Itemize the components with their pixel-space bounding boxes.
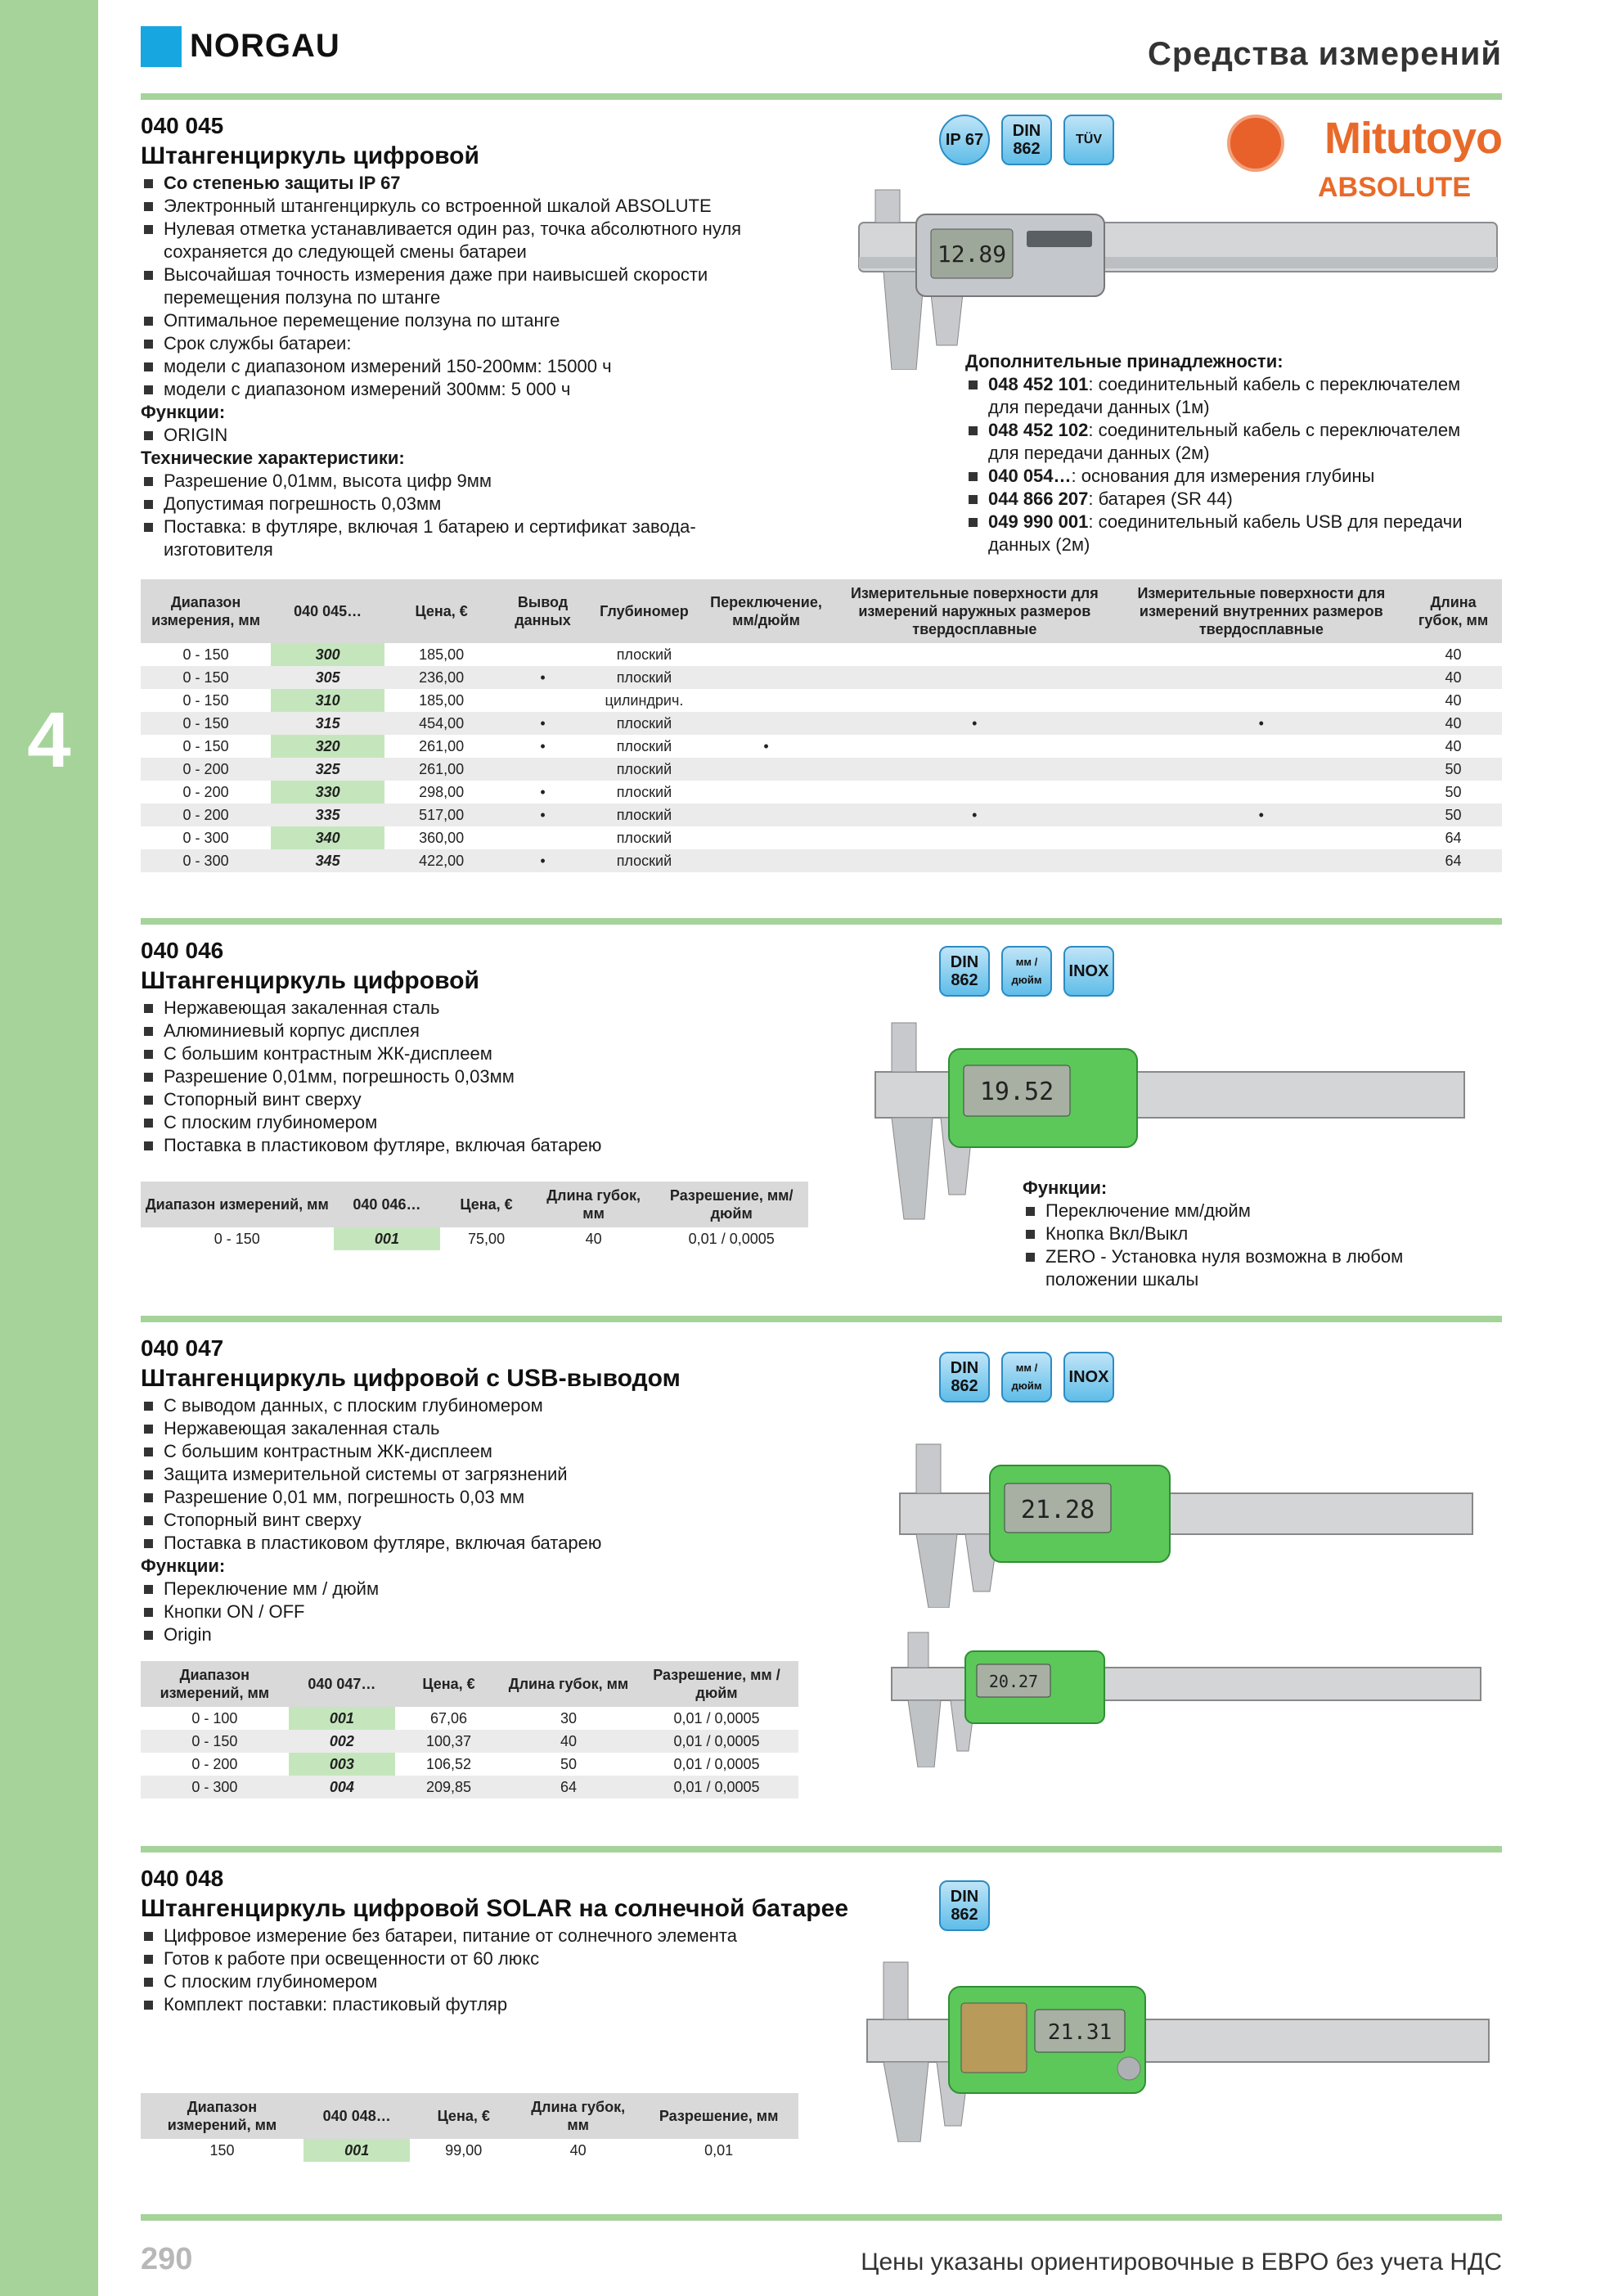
table-cell: 0,01 / 0,0005 [688,1231,775,1247]
table-cell: 0 - 150 [214,1231,260,1247]
inox-badge-icon: INOX [1063,1352,1114,1402]
table-cell [498,643,587,666]
accessory-item [965,419,1489,465]
inox-badge-icon: INOX [1063,946,1114,997]
table-cell: плоский [616,784,672,800]
table-cell [831,735,1118,758]
feature-item: Нержавеющая закаленная сталь [141,1417,795,1440]
feature-item: С плоским глубиномером [141,1111,795,1134]
footer-note: Цены указаны ориентировочные в ЕВРО без учета НДС [861,2249,1502,2276]
table-cell: плоский [616,830,672,846]
table-row [141,1227,808,1250]
table-cell [701,804,831,826]
cert-badges [939,1880,990,1931]
col-header: 040 048… [303,2093,410,2139]
col-header: Длина губок, мм [517,2093,639,2139]
table-row [141,781,1502,804]
feature-item: Разрешение 0,01мм, погрешность 0,03мм [141,1065,795,1088]
table-cell [1118,689,1405,712]
table-cell: 0,01 / 0,0005 [673,1756,760,1772]
table-cell: 40 [1445,738,1462,754]
function-item: ZERO - Установка нуля возможна в любом положении шкалы [1023,1245,1481,1291]
accessory-item [965,465,1489,488]
accessory-text: : соединительный кабель с переключателем для передачи данных (2м) [988,420,1461,463]
table-cell: 0,01 / 0,0005 [635,1776,798,1799]
caliper-image-mitutoyo [834,182,1505,370]
feature-item: Комплект поставки: пластиковый футляр [141,1993,795,2016]
article-suffix-cell: 335 [271,804,384,826]
display-readout: 21.28 [1020,1496,1095,1524]
col-header: Разрешение, мм [639,2093,798,2139]
col-header: Цена, € [410,2093,517,2139]
section-title: Средства измерений [1147,36,1502,72]
table-cell [498,826,587,849]
caliper-image-usb-2 [883,1628,1489,1767]
table-cell: 100,37 [395,1730,502,1753]
function-item: ORIGIN [141,424,1502,447]
feature-item: модели с диапазоном измерений 150-200мм: 15000 ч [141,355,779,378]
table-cell: цилиндрич. [605,692,684,709]
table-cell [701,712,831,735]
table-cell: 0,01 / 0,0005 [635,1730,798,1753]
col-header: Цена, € [384,579,498,643]
feature-item: Нулевая отметка устанавливается один раз, точка абсолютного нуля сохраняется до следующей смены батареи [141,218,779,263]
cert-badges [939,946,1114,997]
table-row [141,1776,798,1799]
table-cell: • [498,666,587,689]
sidebar-edge [98,0,105,2296]
table-cell [1118,735,1405,758]
table-cell [831,643,1118,666]
table-cell [831,781,1118,804]
feature-item: С большим контрастным ЖК-дисплеем [141,1042,795,1065]
accessory-text: : основания для измерения глубины [1071,466,1375,486]
table-cell [1118,666,1405,689]
table-cell: 0 - 200 [141,804,271,826]
table-row [141,2139,798,2162]
article-number: 040 046 [141,938,224,963]
table-cell: 360,00 [419,830,465,846]
table-row [141,1707,798,1730]
table-row [141,758,1502,781]
table-cell: • [498,849,587,872]
article-suffix-cell: 340 [271,826,384,849]
table-cell: • [498,804,587,826]
table-header-row [141,579,1502,643]
col-header: 040 045… [271,579,384,643]
table-cell: 0 - 200 [141,758,271,781]
col-header: Длина губок, мм [533,1182,655,1227]
table-cell [701,849,831,872]
table-header-row [141,1661,798,1707]
table-cell: плоский [616,646,672,663]
display-readout: 20.27 [988,1672,1039,1691]
product-title: Штангенциркуль цифровой [141,142,479,169]
table-cell: 0 - 150 [182,692,229,709]
table-row [141,689,1502,712]
brand-logo-square [141,26,182,67]
accessory-code: 048 452 102 [988,420,1089,440]
table-cell: 422,00 [384,849,498,872]
feature-item: Срок службы батареи: [141,332,779,355]
function-item: Origin [141,1623,1502,1646]
accessory-code: 049 990 001 [988,511,1089,532]
mm-inch-badge-icon: мм / дюйм [1001,946,1052,997]
din862-badge-icon: DIN 862 [1001,115,1052,165]
table-cell [701,689,831,712]
accessory-item [965,373,1489,419]
feature-item: С большим контрастным ЖК-дисплеем [141,1440,795,1463]
accessories-label: Дополнительные принадлежности: [965,351,1284,371]
feature-item: Нержавеющая закаленная сталь [141,997,795,1020]
article-suffix-cell: 320 [271,735,384,758]
table-cell: • [1118,804,1405,826]
accessories-list [965,373,1489,556]
table-cell [1118,643,1405,666]
table-cell [701,781,831,804]
spec-item: Допустимая погрешность 0,03мм [141,493,713,515]
table-row [141,1730,798,1753]
function-item: Кнопка Вкл/Выкл [1023,1222,1481,1245]
article-suffix-cell: 001 [289,1707,395,1730]
tech-specs-label: Технические характеристики: [141,448,405,468]
table-cell [1118,758,1405,781]
table-cell: плоский [587,849,701,872]
table-cell: 40 [1445,692,1462,709]
table-cell [701,643,831,666]
table-cell: 209,85 [395,1776,502,1799]
table-cell [831,758,1118,781]
table-cell: • [831,712,1118,735]
functions-list [1023,1200,1481,1291]
table-cell: плоский [587,804,701,826]
absolute-logo: ABSOLUTE [1318,172,1471,203]
feature-item: С выводом данных, с плоским глубиномером [141,1394,795,1417]
chapter-sidebar [0,0,98,2296]
spec-table-040046 [141,1182,808,1250]
table-row [141,804,1502,826]
din862-badge-icon: DIN 862 [939,1880,990,1931]
spec-item: Поставка: в футляре, включая 1 батарею и сертификат завода-изготовителя [141,515,713,561]
table-cell: 50 [1405,804,1502,826]
article-number: 040 047 [141,1335,224,1361]
col-header: Длина губок, мм [502,1661,635,1707]
table-cell: 40 [1445,646,1462,663]
table-cell: 236,00 [384,666,498,689]
table-cell: 454,00 [384,712,498,735]
function-item: Переключение мм/дюйм [1023,1200,1481,1222]
table-cell: • [1118,712,1405,735]
col-header: Разрешение, мм / дюйм [635,1661,798,1707]
accessory-item [965,488,1489,511]
article-number: 040 045 [141,113,224,138]
table-cell: 0 - 150 [141,712,271,735]
accessory-code: 040 054… [988,466,1072,486]
article-suffix-cell: 300 [271,643,384,666]
col-header: 040 046… [334,1182,441,1227]
table-cell: 106,52 [426,1756,472,1772]
ip67-badge-icon: IP 67 [939,115,990,165]
article-suffix-cell: 305 [271,666,384,689]
table-cell: 30 [560,1710,578,1727]
display-readout: 21.31 [1047,2020,1113,2045]
accessory-code: 044 866 207 [988,488,1089,509]
feature-item: Готов к работе при освещенности от 60 люкс [141,1947,795,1970]
tuv-badge-icon: TÜV [1063,115,1114,165]
col-header: Измерительные поверхности для измерений внутренних размеров твердосплавные [1118,579,1405,643]
table-cell: 0 - 300 [141,1776,289,1799]
article-suffix-cell: 310 [271,689,384,712]
display-readout: 19.52 [979,1078,1054,1106]
divider [141,918,1502,925]
col-header: Диапазон измерений, мм [141,2093,303,2139]
table-cell [701,758,831,781]
table-cell [1118,826,1405,849]
table-cell: • [540,784,546,800]
feature-item: Поставка в пластиковом футляре, включая батарею [141,1532,795,1555]
article-suffix-cell: 345 [271,849,384,872]
function-item: Переключение мм / дюйм [141,1578,1502,1600]
function-item: Кнопки ON / OFF [141,1600,1502,1623]
table-row [141,666,1502,689]
table-cell: плоский [616,738,672,754]
accessory-text: : соединительный кабель с переключателем для передачи данных (1м) [988,374,1461,417]
table-cell: 40 [585,1231,602,1247]
functions-label: Функции: [1023,1177,1108,1198]
table-row [141,826,1502,849]
table-cell: 298,00 [419,784,465,800]
table-header-row [141,2093,798,2139]
caliper-image-usb-1 [892,1436,1489,1608]
table-cell: • [540,738,546,754]
chapter-number: 4 [27,696,71,784]
table-cell: • [831,804,1118,826]
table-cell: • [498,712,587,735]
spec-table-040045 [141,579,1502,872]
divider [141,1846,1502,1853]
col-header: Разрешение, мм/дюйм [654,1182,808,1227]
tech-specs-list [141,470,713,561]
table-cell: 64 [1405,849,1502,872]
table-cell: 0 - 150 [182,738,229,754]
product-title: Штангенциркуль цифровой SOLAR на солнечной батарее [141,1895,849,1922]
table-cell: 0 - 100 [191,1710,238,1727]
table-cell: 0,01 / 0,0005 [673,1710,760,1727]
accessory-text: : батарея (SR 44) [1088,488,1233,509]
feature-item: Оптимальное перемещение ползуна по штанге [141,309,779,332]
cert-badges [939,115,1114,165]
feature-list [141,172,779,401]
product-title: Штангенциркуль цифровой [141,967,479,994]
table-cell: 0 - 200 [191,1756,238,1772]
table-cell [1118,849,1405,872]
table-cell [701,666,831,689]
article-suffix-cell: 315 [271,712,384,735]
table-cell: 50 [560,1756,578,1772]
table-row [141,643,1502,666]
col-header: Диапазон измерений, мм [141,1182,334,1227]
accessories-block [965,350,1489,556]
article-suffix-cell: 003 [289,1753,395,1776]
accessory-text: : соединительный кабель USB для передачи данных (2м) [988,511,1463,555]
table-cell: 0 - 150 [182,646,229,663]
table-cell [1118,781,1405,804]
divider [141,93,1502,100]
col-header: Вывод данных [498,579,587,643]
feature-list [141,1394,795,1555]
feature-item: С плоским глубиномером [141,1970,795,1993]
feature-item: Электронный штангенциркуль со встроенной шкалой ABSOLUTE [141,195,779,218]
col-header: Переключение, мм/дюйм [701,579,831,643]
table-row [141,1753,798,1776]
feature-list [141,1925,795,2016]
table-cell: • [763,738,769,754]
article-suffix-cell: 004 [289,1776,395,1799]
col-header: Диапазон измерений, мм [141,1661,289,1707]
product-title: Штангенциркуль цифровой с USB-выводом [141,1365,681,1392]
table-row [141,849,1502,872]
table-cell: 0 - 200 [182,784,229,800]
spec-table-040048 [141,2093,798,2162]
table-cell: 261,00 [419,738,465,754]
feature-item: Стопорный винт сверху [141,1088,795,1111]
table-cell: 0 - 300 [182,830,229,846]
table-cell: 0 - 150 [141,1730,289,1753]
col-header: Глубиномер [587,579,701,643]
certification-seal-icon [1227,115,1284,172]
article-suffix-cell: 001 [303,2139,410,2162]
mm-inch-badge-icon: мм / дюйм [1001,1352,1052,1402]
table-cell: 185,00 [419,692,465,709]
functions-label: Функции: [141,1555,226,1576]
table-cell: 0 - 150 [141,666,271,689]
table-header-row [141,1182,808,1227]
table-row [141,735,1502,758]
svg-text:12.89: 12.89 [937,241,1007,268]
col-header: Цена, € [440,1182,533,1227]
table-cell: 50 [1445,784,1462,800]
spec-table-040047 [141,1661,798,1799]
article-suffix-cell: 325 [271,758,384,781]
feature-item: Алюминиевый корпус дисплея [141,1020,795,1042]
table-cell: 150 [209,2142,235,2159]
table-cell [498,758,587,781]
caliper-image-solar [859,1954,1497,2142]
accessory-item [965,511,1489,556]
din862-badge-icon: DIN 862 [939,946,990,997]
table-cell [498,689,587,712]
feature-item: Поставка в пластиковом футляре, включая батарею [141,1134,795,1157]
feature-item: модели с диапазоном измерений 300мм: 5 000 ч [141,378,779,401]
table-cell: плоский [587,666,701,689]
cert-badges [939,1352,1114,1402]
table-cell: 40 [1405,666,1502,689]
table-cell: 517,00 [384,804,498,826]
article-number: 040 048 [141,1866,224,1891]
feature-list [141,997,795,1157]
table-cell: 50 [1405,758,1502,781]
article-suffix-cell: 330 [271,781,384,804]
accessory-code: 048 452 101 [988,374,1089,394]
feature-item: Стопорный винт сверху [141,1509,795,1532]
divider [141,1316,1502,1322]
feature-item: Со степенью защиты IP 67 [141,172,779,195]
col-header: Измерительные поверхности для измерений наружных размеров твердосплавные [831,579,1118,643]
table-cell: 185,00 [419,646,465,663]
mitutoyo-logo: Mitutoyo [1324,114,1502,163]
table-cell: плоский [587,712,701,735]
functions-block [1023,1177,1481,1291]
table-cell [701,826,831,849]
functions-label: Функции: [141,402,226,422]
brand-name: NORGAU [190,28,340,64]
col-header: Цена, € [395,1661,502,1707]
table-cell: 40 [569,2142,587,2159]
feature-item: Цифровое измерение без батареи, питание от солнечного элемента [141,1925,795,1947]
table-cell: 64 [1445,830,1462,846]
table-cell: 261,00 [384,758,498,781]
table-cell: 40 [502,1730,635,1753]
col-header: Длина губок, мм [1405,579,1502,643]
col-header: Диапазон измерения, мм [141,579,271,643]
feature-item: Защита измерительной системы от загрязнений [141,1463,795,1486]
spec-item: Разрешение 0,01мм, высота цифр 9мм [141,470,713,493]
table-cell: 40 [1405,712,1502,735]
table-cell: плоский [587,758,701,781]
din862-badge-icon: DIN 862 [939,1352,990,1402]
table-cell: 99,00 [445,2142,483,2159]
article-suffix-cell: 001 [334,1227,441,1250]
table-cell: 75,00 [468,1231,506,1247]
table-cell: 67,06 [430,1710,468,1727]
feature-item: Высочайшая точность измерения даже при наивысшей скорости перемещения ползуна по штанге [141,263,779,309]
page-number: 290 [141,2242,193,2276]
table-row [141,712,1502,735]
table-cell [831,826,1118,849]
table-cell [831,666,1118,689]
divider [141,2214,1502,2221]
feature-item: Разрешение 0,01 мм, погрешность 0,03 мм [141,1486,795,1509]
table-cell [831,849,1118,872]
table-cell: 0 - 300 [141,849,271,872]
article-suffix-cell: 002 [289,1730,395,1753]
table-cell: 64 [502,1776,635,1799]
table-cell [831,689,1118,712]
col-header: 040 047… [289,1661,395,1707]
table-cell: 0,01 [704,2142,734,2159]
